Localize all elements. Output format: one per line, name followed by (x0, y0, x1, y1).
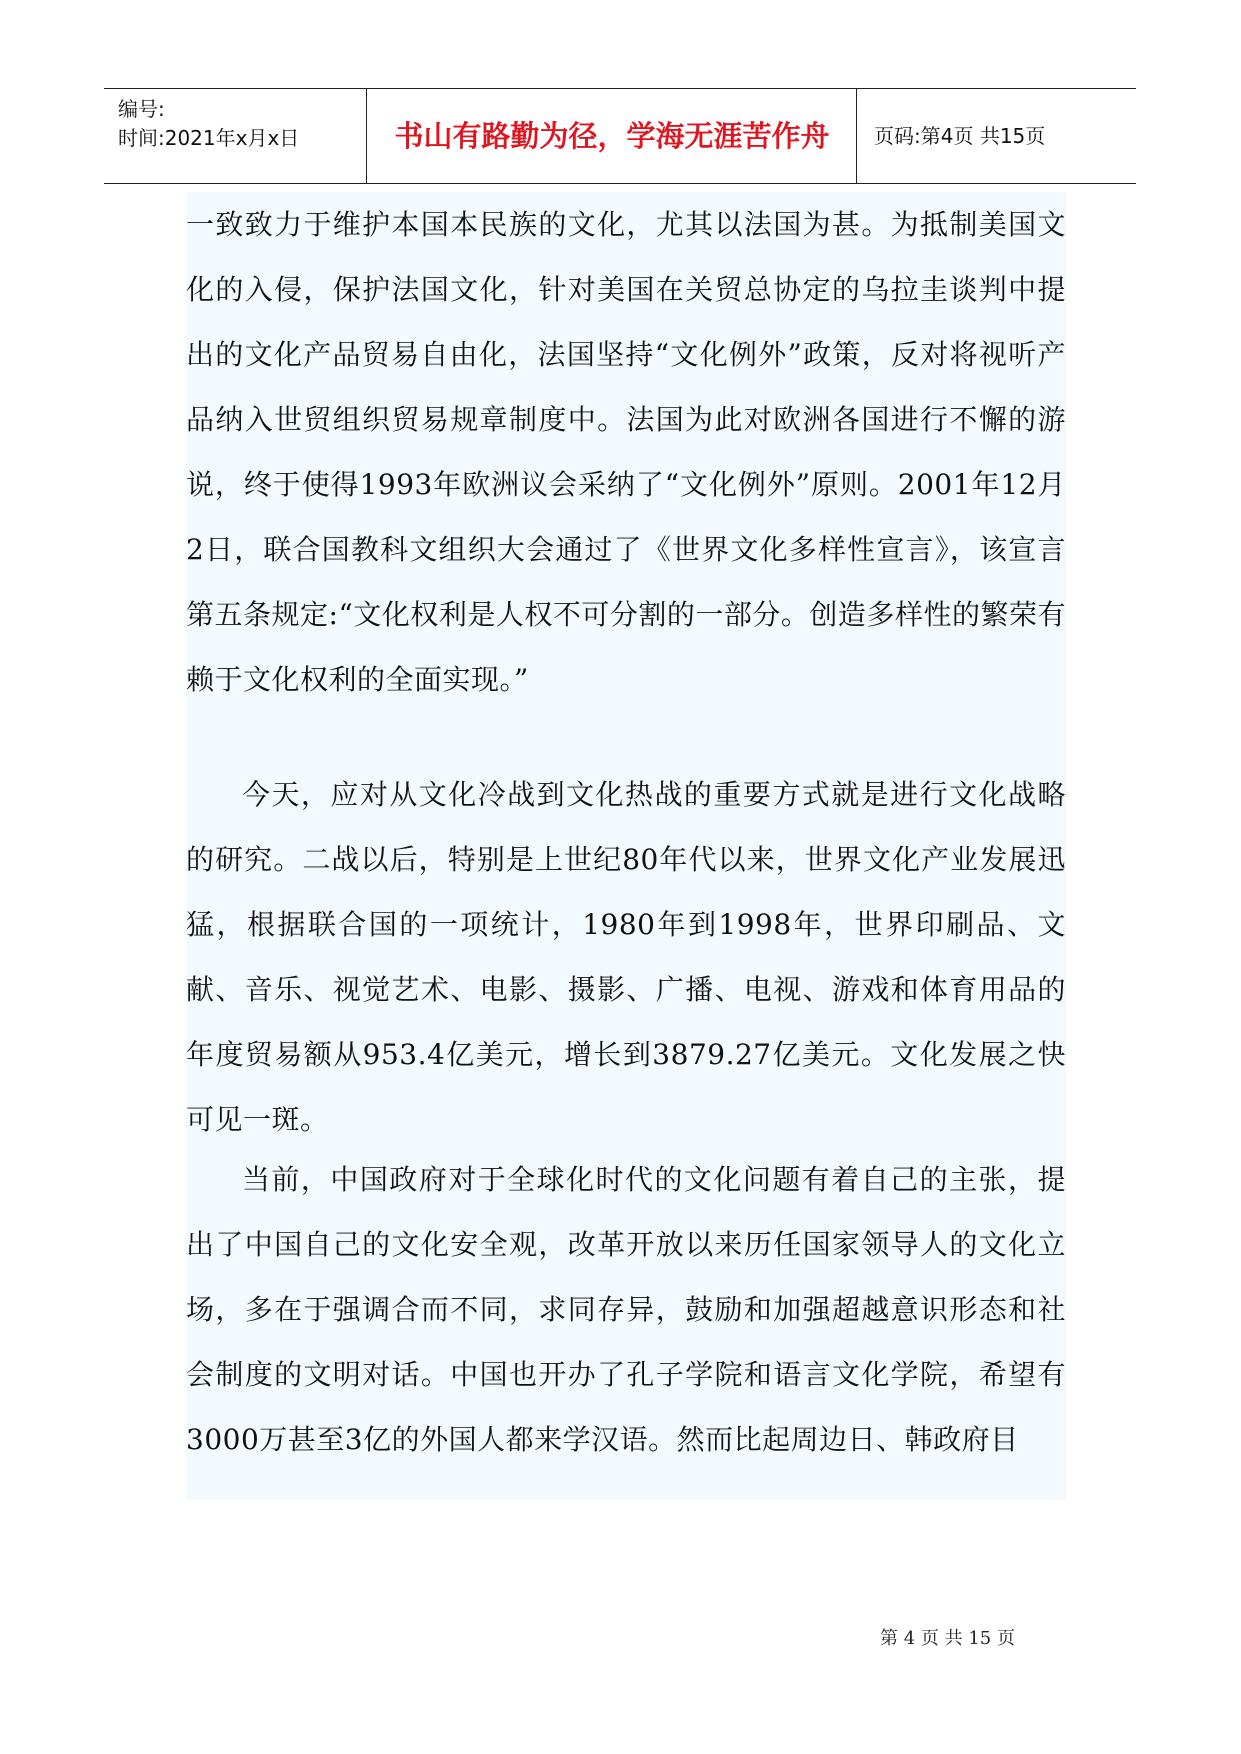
paragraph-2: 今天，应对从文化冷战到文化热战的重要方式就是进行文化战略的研究。二战以后，特别是上世纪80年代以来，世界文化产业发展迅猛，根据联合国的一项统计，1980年到1998年，世界印刷品、文献、音乐、视觉艺术、电影、摄影、广播、电视、游戏和体育用品的年度贸易额从953.4亿美元，增长到3879.27亿美元。文化发展之快可见一斑。 (186, 778, 1066, 1136)
page-footer: 第 4 页 共 15 页 (880, 1628, 1015, 1649)
header-divider-right (856, 89, 857, 183)
header-divider-left (366, 89, 367, 183)
header-page-info: 页码:第4页 共15页 (874, 124, 1046, 148)
paragraph-3: 当前，中国政府对于全球化时代的文化问题有着自己的主张，提出了中国自己的文化安全观，改革开放以来历任国家领导人的文化立场，多在于强调合而不同，求同存异，鼓励和加强超越意识形态和社会制度的文明对话。中国也开办了孔子学院和语言文化学院，希望有3000万甚至3亿的外国人都来学汉语。然而比起周边日、韩政府目 (186, 1163, 1066, 1456)
serial-number-label: 编号: (118, 97, 165, 121)
page-header (104, 88, 1136, 184)
paragraph-1: 一致致力于维护本国本民族的文化，尤其以法国为甚。为抵制美国文化的入侵，保护法国文化，针对美国在关贸总协定的乌拉圭谈判中提出的文化产品贸易自由化，法国坚持“文化例外”政策，反对将视听产品纳入世贸组织贸易规章制度中。法国为此对欧洲各国进行不懈的游说，终于使得1993年欧洲议会采纳了“文化例外”原则。2001年12月2日，联合国教科文组织大会通过了《世界文化多样性宣言》，该宣言第五条规定:“文化权利是人权不可分割的一部分。创造多样性的繁荣有赖于文化权利的全面实现。” (186, 208, 1066, 696)
header-motto: 书山有路勤为径，学海无涯苦作舟 (394, 119, 830, 153)
document-body (186, 192, 1066, 1500)
header-meta (118, 95, 299, 153)
time-label: 时间:2021年x月x日 (118, 126, 300, 150)
